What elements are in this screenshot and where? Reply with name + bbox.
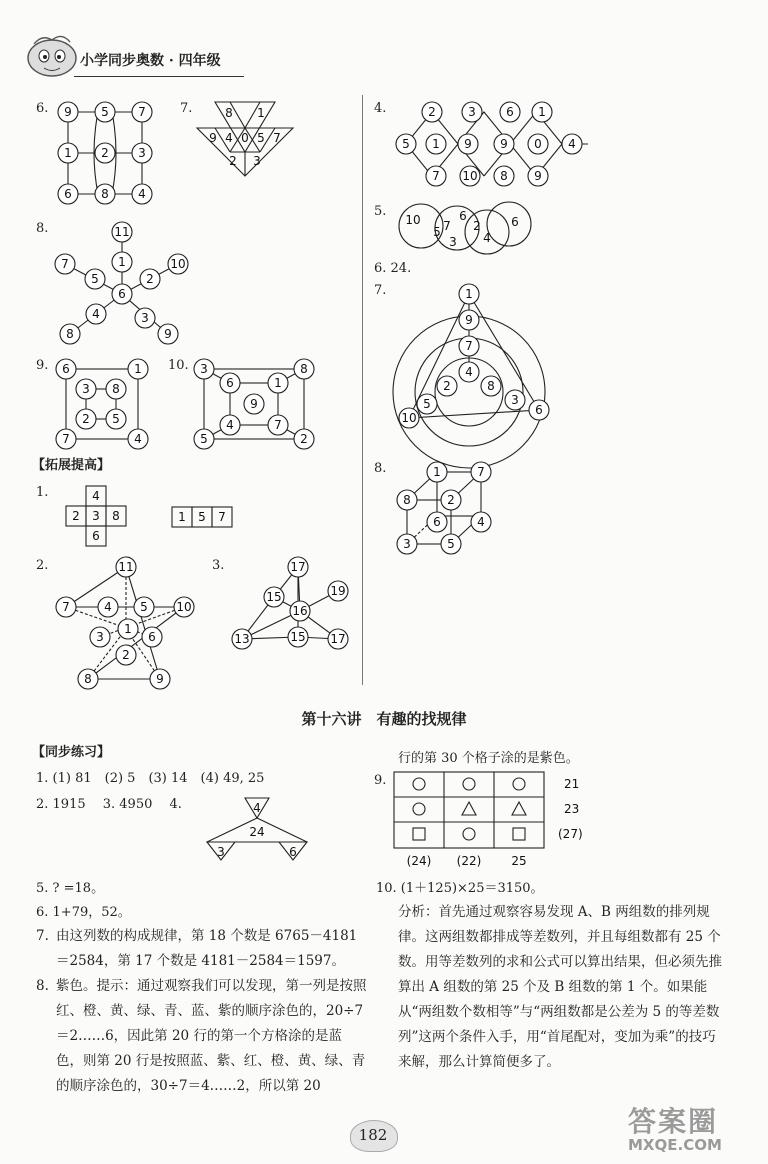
r8-node: 1	[433, 465, 441, 479]
star-node: 7	[62, 600, 70, 614]
d10-node: 6	[226, 376, 234, 390]
r4-node: 7	[432, 169, 440, 183]
r4-node: 0	[534, 137, 542, 151]
d10-node: 3	[200, 362, 208, 376]
d7-cell: 8	[225, 106, 233, 120]
row-sum: 21	[564, 777, 580, 791]
d10-node: 7	[274, 418, 282, 432]
d10-node: 5	[200, 432, 208, 446]
r8-node: 8	[403, 493, 411, 507]
r4-node: 10	[462, 169, 478, 183]
d8-node: 10	[170, 257, 186, 271]
d7-cell: 2	[229, 154, 237, 168]
tri-num: 6	[289, 845, 297, 859]
d9-node: 7	[62, 432, 70, 446]
d9-node: 2	[82, 412, 90, 426]
shape-grid	[392, 770, 622, 872]
star-node: 5	[140, 600, 148, 614]
d7-cell: 5	[257, 131, 265, 145]
d10-node: 4	[226, 418, 234, 432]
answer-10: 10. (1＋125)×25＝3150。	[376, 881, 544, 896]
d6-node: 4	[138, 187, 146, 201]
graph-node: 19	[330, 584, 346, 598]
star-node: 10	[176, 600, 192, 614]
watermark-logo: 答案圈	[628, 1105, 719, 1138]
d6-node: 7	[138, 105, 146, 119]
q10-label: 10.	[168, 358, 189, 373]
d7-cell: 1	[257, 106, 265, 120]
extension-heading: 【拓展提高】	[32, 458, 111, 473]
d8-node: 3	[141, 311, 149, 325]
d10-node: 2	[300, 432, 308, 446]
net-cell: 3	[92, 509, 100, 523]
graph-node: 13	[234, 632, 250, 646]
d7-cell: 7	[273, 131, 281, 145]
d8-node: 6	[118, 287, 126, 301]
watermark-url: MXQE.COM	[628, 1136, 722, 1154]
ext-q2-label: 2.	[36, 558, 49, 573]
d6-node: 3	[138, 146, 146, 160]
r7-node: 1	[465, 287, 473, 301]
r4-node: 1	[538, 105, 546, 119]
r-q8-label: 8.	[374, 461, 387, 476]
row-sum: 23	[564, 802, 580, 816]
d10-node: 9	[250, 397, 258, 411]
graph-diagram	[228, 557, 358, 657]
net-cell: 8	[112, 509, 120, 523]
star-node: 4	[104, 600, 112, 614]
r-q4-label: 4.	[374, 101, 387, 116]
triangle-diagram	[205, 796, 315, 866]
star-node: 11	[118, 560, 134, 574]
d6-node: 6	[64, 187, 72, 201]
star-diagram	[52, 557, 212, 687]
r-q5-label: 5.	[374, 204, 387, 219]
r4-node: 9	[464, 137, 472, 151]
d9-node: 1	[134, 362, 142, 376]
r5-num: 6	[511, 215, 519, 229]
diagram-q9	[52, 357, 162, 452]
r5-num: 3	[449, 235, 457, 249]
star-node: 6	[148, 630, 156, 644]
col-sum: 25	[511, 854, 527, 868]
graph-node: 16	[292, 604, 308, 618]
row-cell: 5	[198, 510, 206, 524]
diagram-q7	[195, 100, 305, 180]
r7-node: 3	[511, 393, 519, 407]
r4-node: 8	[500, 169, 508, 183]
d8-node: 5	[91, 272, 99, 286]
col-sum: (24)	[406, 854, 432, 868]
graph-node: 17	[330, 632, 346, 646]
star-node: 1	[124, 622, 132, 636]
star-node: 3	[96, 630, 104, 644]
answer-2-3-4: 2. 1915 3. 4950 4.	[36, 797, 182, 812]
r4-node: 1	[432, 137, 440, 151]
r7-node: 6	[535, 403, 543, 417]
r5-num: 10	[405, 213, 421, 227]
star-node: 9	[156, 672, 164, 686]
header-title: 小学同步奥数 · 四年级	[80, 53, 221, 69]
graph-node: 15	[266, 590, 282, 604]
r5-num: 6	[459, 209, 467, 223]
r4-node: 6	[506, 105, 514, 119]
answer-7-number: 7.	[36, 928, 49, 944]
d8-node: 9	[164, 327, 172, 341]
r8-node: 5	[447, 537, 455, 551]
col-sum: (22)	[456, 854, 482, 868]
cube-net	[64, 484, 134, 548]
row-sum: (27)	[558, 827, 583, 841]
answer-1: 1. (1) 81 (2) 5 (3) 14 (4) 49, 25	[36, 771, 265, 786]
d6-node: 8	[101, 187, 109, 201]
d8-node: 7	[61, 257, 69, 271]
answer-5: 5. ? =18。	[36, 881, 105, 896]
diagram-q10	[190, 357, 320, 452]
d6-node: 1	[64, 146, 72, 160]
r8-node: 2	[447, 493, 455, 507]
answer-7: 由这列数的构成规律，第 18 个数是 6765－4181＝2584，第 17 个数是 4181－2584＝1597。	[56, 928, 358, 969]
page-number: 182	[358, 1126, 388, 1144]
section-title: 第十六讲 有趣的找规律	[301, 710, 467, 728]
d9-node: 5	[112, 412, 120, 426]
header	[22, 28, 722, 80]
answer-9-number: 9.	[374, 773, 387, 788]
diagram-r4	[392, 100, 602, 190]
star-node: 2	[122, 648, 130, 662]
r4-node: 5	[402, 137, 410, 151]
d10-node: 1	[274, 376, 282, 390]
answer-8: 紫色。提示：通过观察我们可以发现，第一列是按照红、橙、黄、绿、青、蓝、紫的顺序涂色的，20÷7＝2……6，因此第 20 行的第一个方格涂的是蓝色，则第 20 行是按照蓝、紫、红、橙、黄、绿、青的顺序涂色的，30÷7＝4……2，所以第 20	[56, 978, 367, 1094]
column-divider	[362, 95, 363, 685]
header-rule	[74, 76, 244, 77]
r5-num: 5	[433, 225, 441, 239]
r4-node: 9	[534, 169, 542, 183]
answer-8-number: 8.	[36, 978, 49, 994]
r8-node: 3	[403, 537, 411, 551]
graph-node: 17	[290, 560, 306, 574]
d9-node: 6	[62, 362, 70, 376]
r5-num: 4	[483, 231, 491, 245]
r8-node: 6	[433, 515, 441, 529]
r5-num: 7	[443, 219, 451, 233]
d6-node: 9	[64, 105, 72, 119]
tri-num: 3	[217, 845, 225, 859]
answer-8-continued: 行的第 30 个格子涂的是紫色。	[398, 751, 579, 766]
ext-q3-label: 3.	[212, 558, 225, 573]
ext-q1-label: 1.	[36, 485, 49, 500]
r7-node: 8	[487, 379, 495, 393]
r-q7-label: 7.	[374, 283, 387, 298]
r4-node: 9	[500, 137, 508, 151]
diagram-r8	[393, 460, 503, 560]
d8-node: 2	[146, 272, 154, 286]
d8-node: 11	[114, 225, 130, 239]
r7-node: 10	[401, 411, 417, 425]
q6-label: 6.	[36, 101, 49, 116]
diagram-q8	[50, 222, 210, 347]
diagram-q6	[50, 100, 160, 210]
d9-node: 4	[134, 432, 142, 446]
d6-node: 2	[101, 146, 109, 160]
r4-node: 4	[568, 137, 576, 151]
d8-node: 4	[92, 307, 100, 321]
r4-node: 3	[468, 105, 476, 119]
r7-node: 2	[443, 379, 451, 393]
star-node: 8	[84, 672, 92, 686]
tri-num: 4	[253, 801, 261, 815]
r8-node: 4	[477, 515, 485, 529]
tri-num: 24	[249, 825, 265, 839]
d7-cell: 4	[225, 131, 233, 145]
row-cell: 7	[218, 510, 226, 524]
d7-cell: 0	[241, 131, 249, 145]
net-cell: 2	[72, 509, 80, 523]
diagram-r5	[395, 200, 555, 260]
r7-node: 9	[465, 313, 473, 327]
d8-node: 8	[66, 327, 74, 341]
d8-node: 1	[118, 255, 126, 269]
d10-node: 8	[300, 362, 308, 376]
d7-cell: 3	[253, 154, 261, 168]
net-cell: 6	[92, 529, 100, 543]
r4-node: 2	[428, 105, 436, 119]
r5-num: 2	[473, 219, 481, 233]
r-q6-answer: 6. 24.	[374, 261, 412, 276]
mascot-logo	[22, 28, 82, 80]
answer-10-analysis: 分析：首先通过观察容易发现 A、B 两组数的排列规律。这两组数都排成等差数列，并且每组数都有 25 个数。用等差数列的求和公式可以算出结果，但必须先推算出 A 组数的第 25 个及 B 组数的第 1 个。如果能从“两组数个数相等”与“两组数都是公差为 5 的等差数列”这两个条件入手，用“首尾配对，变加为乘”的技巧来解，那么计算简便多了。	[398, 904, 722, 1070]
q8-label: 8.	[36, 221, 49, 236]
q7-label: 7.	[180, 101, 193, 116]
r7-node: 7	[465, 339, 473, 353]
d6-node: 5	[101, 105, 109, 119]
r8-node: 7	[477, 465, 485, 479]
q9-label: 9.	[36, 358, 49, 373]
d7-cell: 9	[209, 131, 217, 145]
cell-row	[170, 505, 240, 529]
row-cell: 1	[178, 510, 186, 524]
net-cell: 4	[92, 489, 100, 503]
graph-node: 15	[290, 630, 306, 644]
r7-node: 4	[465, 365, 473, 379]
section-subheading: 【同步练习】	[32, 745, 111, 760]
answer-6: 6. 1+79，52。	[36, 905, 131, 920]
d9-node: 3	[82, 382, 90, 396]
d9-node: 8	[112, 382, 120, 396]
r7-node: 5	[423, 397, 431, 411]
diagram-r7	[393, 282, 563, 432]
